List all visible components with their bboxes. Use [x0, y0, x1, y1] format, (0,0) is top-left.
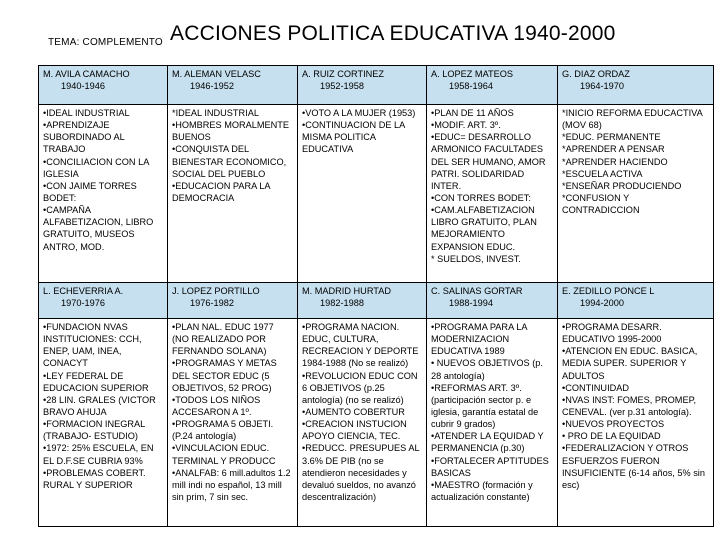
policy-item: •CONTINUIDAD — [562, 382, 630, 393]
policy-item: •NVAS INST: FOMES, PROMEP, CENEVAL. (ver p.31 antología). — [562, 394, 697, 417]
policy-cell — [168, 319, 298, 527]
tema-label: TEMA: COMPLEMENTO — [48, 37, 163, 48]
policy-item: •REDUCC. PRESUPUES AL 3.6% DE PIB (no se atendieron necesidades y devaluó sueldos, no avanzó descentralización) — [302, 443, 420, 502]
term-years: 1976-1982 — [190, 298, 234, 309]
policy-cell — [298, 319, 427, 527]
policy-item: •CON TORRES BODET: — [431, 192, 531, 203]
policy-item: •CONQUISTA DEL BIENESTAR ECONOMICO, SOCIAL DEL PUEBLO — [172, 144, 287, 179]
body-row-1 — [39, 105, 714, 283]
policy-item: •REFORMAS ART. 3º.(participación sector p. e iglesia, garantía estatal de cubrir 9 grados) — [431, 382, 539, 430]
term-years: 1994-2000 — [580, 298, 624, 309]
policy-item: *CONFUSION Y CONTRADICCION — [562, 192, 640, 216]
policy-item: •PROGRAMAS Y METAS DEL SECTOR EDUC (5 OBJETIVOS, 52 PROG) — [172, 358, 277, 393]
policy-item: •FORMACION INEGRAL (TRABAJO- ESTUDIO) — [43, 419, 145, 442]
header-row-2 — [39, 283, 714, 319]
policy-item: •1972: 25% ESCUELA, EN EL D.F.SE CUBRIA 93% — [43, 443, 154, 466]
policy-item: •ATENCION EN EDUC. BASICA, MEDIA SUPER. SUPERIOR Y ADULTOS — [562, 346, 698, 381]
term-years: 1958-1964 — [449, 81, 493, 92]
header-row-1 — [39, 66, 714, 105]
page-title: ACCIONES POLITICA EDUCATIVA 1940-2000 — [170, 22, 616, 45]
policy-cell — [168, 105, 298, 283]
president-name: C. SALINAS GORTAR — [431, 286, 523, 296]
policy-cell — [39, 319, 168, 527]
policy-item: •AUMENTO COBERTUR — [302, 406, 405, 417]
term-years: 1964-1970 — [580, 81, 624, 92]
policy-cell — [558, 319, 714, 527]
policy-item: •CONTINUACION DE LA MISMA POLITICA EDUCATIVA — [302, 120, 405, 155]
policy-item: •CONCILIACION CON LA IGLESIA — [43, 156, 149, 179]
policy-cell — [298, 105, 427, 283]
policy-item: •IDEAL INDUSTRIAL — [43, 108, 130, 118]
policy-cell — [558, 105, 714, 283]
president-header — [558, 283, 714, 319]
policy-cell — [427, 105, 558, 283]
policy-item: *APRENDER HACIENDO — [562, 156, 668, 167]
body-row-2 — [39, 319, 714, 527]
president-header — [298, 66, 427, 105]
policy-table — [38, 65, 714, 527]
president-name: G. DIAZ ORDAZ — [562, 69, 630, 79]
policy-item: *ESCUELA ACTIVA — [562, 168, 643, 179]
policy-item: •REVOLUCION EDUC CON 6 OBJETIVOS (p.25 antología) (no se realizó) — [302, 370, 418, 405]
policy-item: • PRO DE LA EQUIDAD — [562, 431, 661, 442]
policy-item: •CON JAIME TORRES BODET: — [43, 180, 137, 203]
president-name: M. ALEMAN VELASC — [172, 69, 261, 79]
term-years: 1982-1988 — [320, 298, 364, 309]
policy-item: •HOMBRES MORALMENTE BUENOS — [172, 120, 290, 143]
policy-item: •CAM.ALFABETIZACION LIBRO GRATUITO, PLAN MEJORAMIENTO EXPANSION EDUC. — [431, 205, 537, 252]
policy-item: • NUEVOS OBJETIVOS (p. 28 antología) — [431, 358, 543, 381]
policy-item: •EDUC= DESARROLLO ARMONICO FACULTADES DEL SER HUMANO, AMOR PATRI. SOLIDARIDAD INTER. — [431, 132, 546, 191]
policy-item: •CAMPAÑA ALFABETIZACION, LIBRO GRATUITO, MUSEOS ANTRO, MOD. — [43, 205, 154, 252]
president-name: J. LOPEZ PORTILLO — [172, 286, 260, 296]
policy-item: * SUELDOS, INVEST. — [431, 253, 521, 264]
policy-cell — [427, 319, 558, 527]
policy-item: •VINCULACION EDUC. TERMINAL Y PRODUCC — [172, 443, 276, 466]
policy-item: •PROGRAMA 5 OBJETI. (P.24 antología) — [172, 419, 274, 442]
policy-item: *APRENDER A PENSAR — [562, 144, 665, 155]
policy-item: •APRENDIZAJE SUBORDINADO AL TRABAJO — [43, 120, 125, 155]
policy-item: •PROGRAMA PARA LA MODERNIZACION EDUCATIVA 1989 — [431, 322, 527, 357]
policy-item: *EDUC. PERMANENTE — [562, 132, 661, 143]
policy-item: •TODOS LOS NIÑOS ACCESARON A 1º. — [172, 394, 261, 417]
president-name: L. ECHEVERRIA A. — [43, 286, 124, 296]
president-name: M. MADRID HURTAD — [302, 286, 391, 296]
policy-item: •LEY FEDERAL DE EDUCACION SUPERIOR — [43, 370, 149, 393]
policy-item: •ATENDER LA EQUIDAD Y PERMANENCIA (p.30) — [431, 431, 544, 454]
policy-item: •MAESTRO (formación y actualización constante) — [431, 479, 533, 502]
policy-item: •EDUCACION PARA LA DEMOCRACIA — [172, 180, 271, 203]
policy-item: •PLAN DE 11 AÑOS — [431, 108, 514, 118]
policy-item: •PROGRAMA NACION. EDUC, CULTURA, RECREACION Y DEPORTE 1984-1988 (No se realizó) — [302, 322, 419, 369]
president-header — [168, 283, 298, 319]
policy-item: •FORTALECER APTITUDES BASICAS — [431, 455, 549, 478]
policy-item: •28 LIN. GRALES (VICTOR BRAVO AHUJA — [43, 394, 156, 417]
term-years: 1988-1994 — [449, 298, 493, 309]
president-header — [427, 283, 558, 319]
policy-item: *IDEAL INDUSTRIAL — [172, 108, 259, 118]
policy-item: •PROGRAMA DESARR. EDUCATIVO 1995-2000 — [562, 322, 662, 345]
policy-item: •CREACION INSTUCION APOYO CIENCIA, TEC. — [302, 419, 407, 442]
header — [0, 0, 720, 66]
president-name: A. RUIZ CORTINEZ — [302, 69, 385, 79]
term-years: 1970-1976 — [61, 298, 105, 309]
president-name: M. AVILA CAMACHO — [43, 69, 130, 79]
president-name: E. ZEDILLO PONCE L — [562, 286, 655, 296]
policy-item: •VOTO A LA MUJER (1953) — [302, 108, 416, 118]
president-name: A. LOPEZ MATEOS — [431, 69, 514, 79]
policy-item: •MODIF. ART. 3º. — [431, 120, 501, 131]
president-header — [168, 66, 298, 105]
policy-item: *ENSEÑAR PRODUCIENDO — [562, 180, 682, 191]
president-header — [39, 283, 168, 319]
policy-item: •NUEVOS PROYECTOS — [562, 419, 665, 430]
president-header — [39, 66, 168, 105]
policy-cell — [39, 105, 168, 283]
term-years: 1940-1946 — [61, 81, 105, 92]
policy-item: •FUNDACION NVAS INSTITUCIONES: CCH, ENEP, UAM, INEA, CONACYT — [43, 322, 142, 369]
president-header — [427, 66, 558, 105]
policy-item: •ANALFAB: 6 mill.adultos 1.2 mill indi no español, 13 mill sin prim, 7 sin sec. — [172, 467, 291, 502]
term-years: 1952-1958 — [320, 81, 364, 92]
policy-item: *INICIO REFORMA EDUCACTIVA (MOV 68) — [562, 108, 703, 131]
term-years: 1946-1952 — [190, 81, 234, 92]
policy-item: •PROBLEMAS COBERT. RURAL Y SUPERIOR — [43, 467, 146, 490]
president-header — [298, 283, 427, 319]
policy-item: •FEDERALIZACION Y OTROS ESFUERZOS FUERON INSUFICIENTE (6-14 años, 5% sin esc) — [562, 443, 705, 490]
president-header — [558, 66, 714, 105]
policy-item: •PLAN NAL. EDUC 1977 (NO REALIZADO POR FERNANDO SOLANA) — [172, 322, 274, 357]
